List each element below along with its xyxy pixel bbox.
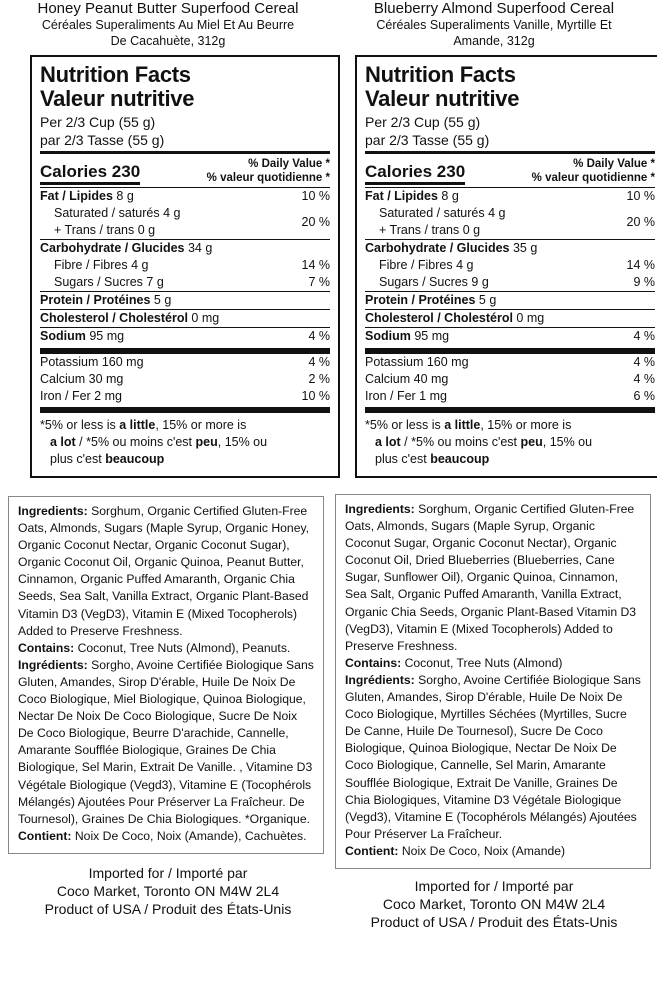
iron-row <box>365 388 655 405</box>
footnote-text: *5% or less is <box>365 418 445 432</box>
right-product-panel <box>335 0 653 931</box>
ingredients-en <box>18 503 314 640</box>
calcium-label: Calcium 30 mg <box>40 372 124 386</box>
saturated-fat: Saturated / saturés 4 g <box>54 206 181 220</box>
sugars-dv: 9 % <box>633 275 655 289</box>
cholesterol-label: Cholesterol / Cholestérol <box>365 311 513 325</box>
product-name: Blueberry Almond Superfood Cereal <box>373 0 615 17</box>
calories-value: Calories 230 <box>365 162 465 185</box>
footnote-text: a little <box>444 418 481 432</box>
carb-label: Carbohydrate / Glucides <box>365 241 510 255</box>
calcium-label: Calcium 40 mg <box>365 372 449 386</box>
contient-label: Contient: <box>345 843 399 858</box>
footnote-text: / *5% ou moins c'est <box>400 435 521 449</box>
ingredients-fr-text: Sorgho, Avoine Certifiée Biologique Sans Gluten, Amandes, Sirop D'érable, Huile De Noix De Coco Biologique, Miel Biologique, Quinoa Biologique, Nectar De Noix De Coco Biologique, Sucre De Noix De Coco Biologique, Beurre D'arachide, Cannelle, Amarante Soufflée Biologique, Graines De Chia Biologique, Sel Marin, Extrait De Vanille. , Vitamine D3 Végétale Biologique (Vegd3), Vitamine E (Tocophérols Mélangés) Ajoutées Pour Préserver La Fraîcheur. De Tournesol), Graines De Chia Biologiques. *Organique. <box>18 657 314 826</box>
protein-label: Protein / Protéines <box>365 293 476 307</box>
iron-dv: 6 % <box>633 389 655 403</box>
ingredients-fr <box>345 672 641 843</box>
ingredients-text: Sorghum, Organic Certified Gluten-Free Oats, Almonds, Sugars (Maple Syrup, Organic Honey, Organic Coconut Nectar, Organic Coconut Sugar), Organic Coconut Oil, Organic Quinoa, Peanut Butter, Cinnamon, Organic Puffed Amaranth, Organic Chia Seeds, Sea Salt, Vanilla Extract, Organic Plant-Based Vitamin D3 (VegD3), Vitamin E (Mixed Tocopherols) Added to Preserve Freshness. <box>18 504 310 638</box>
contains-en <box>18 640 314 657</box>
importer-info <box>335 877 653 931</box>
footnote-text: a lot <box>50 435 76 449</box>
fibre-dv: 14 % <box>626 258 655 272</box>
sugars-label: Sugars / Sucres 7 g <box>54 275 164 289</box>
fibre-row <box>40 257 330 274</box>
importer-address: Coco Market, Toronto ON M4W 2L4 <box>56 882 280 899</box>
trans-fat: + Trans / trans 0 g <box>54 223 156 237</box>
sat-trans-group <box>365 205 655 239</box>
product-header <box>8 0 328 49</box>
footnote-text: , 15% or more is <box>480 418 572 432</box>
carb-row <box>365 240 655 257</box>
dv-header-en: % Daily Value * <box>573 158 655 170</box>
sodium-dv: 4 % <box>308 329 330 343</box>
iron-dv: 10 % <box>301 389 330 403</box>
importer-address: Coco Market, Toronto ON M4W 2L4 <box>382 895 606 912</box>
serving-size-en: Per 2/3 Cup (55 g) <box>365 114 481 130</box>
carb-amount: 35 g <box>509 241 538 255</box>
footnote-text: beaucoup <box>105 452 165 466</box>
sat-trans-group <box>40 205 330 239</box>
contient-text: Noix De Coco, Noix (Amande) <box>398 843 566 858</box>
cholesterol-amount: 0 mg <box>512 311 545 325</box>
fat-label: Fat / Lipides <box>40 189 113 203</box>
calcium-row <box>365 371 655 388</box>
fibre-label: Fibre / Fibres 4 g <box>379 258 474 272</box>
contains-en <box>345 655 641 672</box>
fat-amount: 8 g <box>112 189 134 203</box>
ingredients-text: Sorghum, Organic Certified Gluten-Free Oats, Almonds, Sugars (Maple Syrup, Organic Coconut Sugar, Organic Coconut Nectar), Organic Coconut Oil, Dried Blueberries (Blueberries, Cane Sugar, Sunflower Oil), Organic Quinoa, Cinnamon, Sea Salt, Organic Puffed Amaranth, Vanilla Extract, Organic Chia Seeds, Organic Plant-Based Vitamin D3 (VegD3), Vitamin E (Mixed Tocopherols) Added to Preserve Freshness. <box>345 502 637 653</box>
fibre-row <box>365 257 655 274</box>
carb-label: Carbohydrate / Glucides <box>40 241 185 255</box>
ingredients-fr <box>18 657 314 828</box>
imported-for: Imported for / Importé par <box>88 864 248 881</box>
protein-amount: 5 g <box>475 293 497 307</box>
ingredients-fr-text: Sorgho, Avoine Certifiée Biologique Sans Gluten, Amandes, Sirop D'érable, Huile De Noix De Coco Biologique, Myrtilles Séchées (Myrtilles, Sucre De Canne, Huile De Tournesol), Sucre De Coco Biologique, Quinoa Biologique, Nectar De Noix De Coco Biologique, Cannelle, Sel Marin, Amarante Soufflée Biologique, Extrait De Vanille, Graines De Chia Biologiques, Vitamine D3 Végétale Biologique (Vegd3), Vitamine E (Tocophérols Mélangés) Ajoutées Pour Préserver La Fraîcheur. <box>345 672 641 841</box>
contient-fr <box>345 843 641 860</box>
protein-row <box>365 292 655 309</box>
contains-label: Contains: <box>18 640 75 655</box>
iron-label: Iron / Fer 2 mg <box>40 389 122 403</box>
footnote-text: a lot <box>375 435 401 449</box>
footnote-text: , 15% ou <box>542 435 593 449</box>
iron-label: Iron / Fer 1 mg <box>365 389 447 403</box>
footnote-text: beaucoup <box>430 452 490 466</box>
serving-size-en: Per 2/3 Cup (55 g) <box>40 114 156 130</box>
imported-for: Imported for / Importé par <box>414 877 574 894</box>
sat-trans-dv: 20 % <box>626 215 655 229</box>
product-header <box>335 0 653 49</box>
fibre-dv: 14 % <box>301 258 330 272</box>
carb-amount: 34 g <box>184 241 213 255</box>
ingredients-fr-label: Ingrédients: <box>18 657 88 672</box>
product-name-french: Céréales Superaliments Vanille, Myrtille Et Amande, 312g <box>376 18 612 48</box>
dv-header-fr: % valeur quotidienne * <box>206 172 330 184</box>
contains-text: Coconut, Tree Nuts (Almond) <box>401 655 563 670</box>
sodium-amount: 95 mg <box>85 329 125 343</box>
nutrition-facts-table <box>355 55 657 478</box>
product-origin: Product of USA / Produit des États-Unis <box>44 900 292 917</box>
sodium-label: Sodium <box>40 329 86 343</box>
footnote-text: plus c'est <box>50 452 106 466</box>
fat-dv: 10 % <box>301 189 330 203</box>
dv-header-fr: % valeur quotidienne * <box>531 172 655 184</box>
fat-amount: 8 g <box>437 189 459 203</box>
fat-label: Fat / Lipides <box>365 189 438 203</box>
potassium-row <box>40 354 330 371</box>
contient-label: Contient: <box>18 828 72 843</box>
potassium-dv: 4 % <box>308 355 330 369</box>
footnote-text: *5% or less is <box>40 418 120 432</box>
fat-row <box>365 188 655 205</box>
calories-value: Calories 230 <box>40 162 140 185</box>
fat-dv: 10 % <box>626 189 655 203</box>
sugars-label: Sugars / Sucres 9 g <box>379 275 489 289</box>
sodium-label: Sodium <box>365 329 411 343</box>
sugars-row <box>365 274 655 291</box>
footnote-text: , 15% or more is <box>155 418 247 432</box>
nf-title-fr: Valeur nutritive <box>365 86 520 111</box>
nf-title-en: Nutrition Facts <box>365 62 516 87</box>
calories-row <box>40 154 330 187</box>
sodium-dv: 4 % <box>633 329 655 343</box>
protein-amount: 5 g <box>150 293 172 307</box>
left-product-panel <box>8 0 328 918</box>
fibre-label: Fibre / Fibres 4 g <box>54 258 149 272</box>
contains-label: Contains: <box>345 655 402 670</box>
footnote-text: a little <box>119 418 156 432</box>
cholesterol-row <box>40 310 330 327</box>
importer-info <box>8 864 328 918</box>
protein-row <box>40 292 330 309</box>
cholesterol-amount: 0 mg <box>187 311 220 325</box>
cholesterol-label: Cholesterol / Cholestérol <box>40 311 188 325</box>
ingredients-en <box>345 501 641 655</box>
daily-value-header <box>532 157 655 185</box>
ingredients-box <box>8 496 324 854</box>
potassium-label: Potassium 160 mg <box>365 355 469 369</box>
calcium-dv: 2 % <box>308 372 330 386</box>
trans-fat: + Trans / trans 0 g <box>379 223 481 237</box>
sat-trans-dv: 20 % <box>301 215 330 229</box>
footnote-text: peu <box>195 435 218 449</box>
cholesterol-row <box>365 310 655 327</box>
ingredients-box <box>335 494 651 869</box>
iron-row <box>40 388 330 405</box>
contient-fr <box>18 828 314 845</box>
sugars-row <box>40 274 330 291</box>
calcium-dv: 4 % <box>633 372 655 386</box>
calories-row <box>365 154 655 187</box>
sodium-amount: 95 mg <box>410 329 450 343</box>
dv-header-en: % Daily Value * <box>248 158 330 170</box>
product-name-french: Céréales Superaliments Au Miel Et Au Beurre De Cacahuète, 312g <box>41 18 295 48</box>
product-name: Honey Peanut Butter Superfood Cereal <box>37 0 299 17</box>
nf-footnote <box>40 413 330 468</box>
potassium-dv: 4 % <box>633 355 655 369</box>
sodium-row <box>40 328 330 345</box>
serving-size-fr: par 2/3 Tasse (55 g) <box>40 132 165 148</box>
calcium-row <box>40 371 330 388</box>
nf-title-en: Nutrition Facts <box>40 62 191 87</box>
daily-value-header <box>207 157 330 185</box>
nf-footnote <box>365 413 655 468</box>
protein-label: Protein / Protéines <box>40 293 151 307</box>
footnote-text: peu <box>520 435 543 449</box>
sodium-row <box>365 328 655 345</box>
saturated-fat: Saturated / saturés 4 g <box>379 206 506 220</box>
sugars-dv: 7 % <box>308 275 330 289</box>
ingredients-label: Ingredients: <box>345 502 415 516</box>
potassium-label: Potassium 160 mg <box>40 355 144 369</box>
fat-row <box>40 188 330 205</box>
nutrition-facts-table <box>30 55 340 478</box>
serving-size-fr: par 2/3 Tasse (55 g) <box>365 132 490 148</box>
footnote-text: , 15% ou <box>217 435 268 449</box>
carb-row <box>40 240 330 257</box>
ingredients-label: Ingredients: <box>18 504 88 518</box>
ingredients-fr-label: Ingrédients: <box>345 672 415 687</box>
product-origin: Product of USA / Produit des États-Unis <box>370 913 618 930</box>
potassium-row <box>365 354 655 371</box>
contient-text: Noix De Coco, Noix (Amande), Cachuètes. <box>71 828 307 843</box>
nf-title-fr: Valeur nutritive <box>40 86 195 111</box>
contains-text: Coconut, Tree Nuts (Almond), Peanuts. <box>74 640 291 655</box>
footnote-text: / *5% ou moins c'est <box>75 435 196 449</box>
footnote-text: plus c'est <box>375 452 431 466</box>
